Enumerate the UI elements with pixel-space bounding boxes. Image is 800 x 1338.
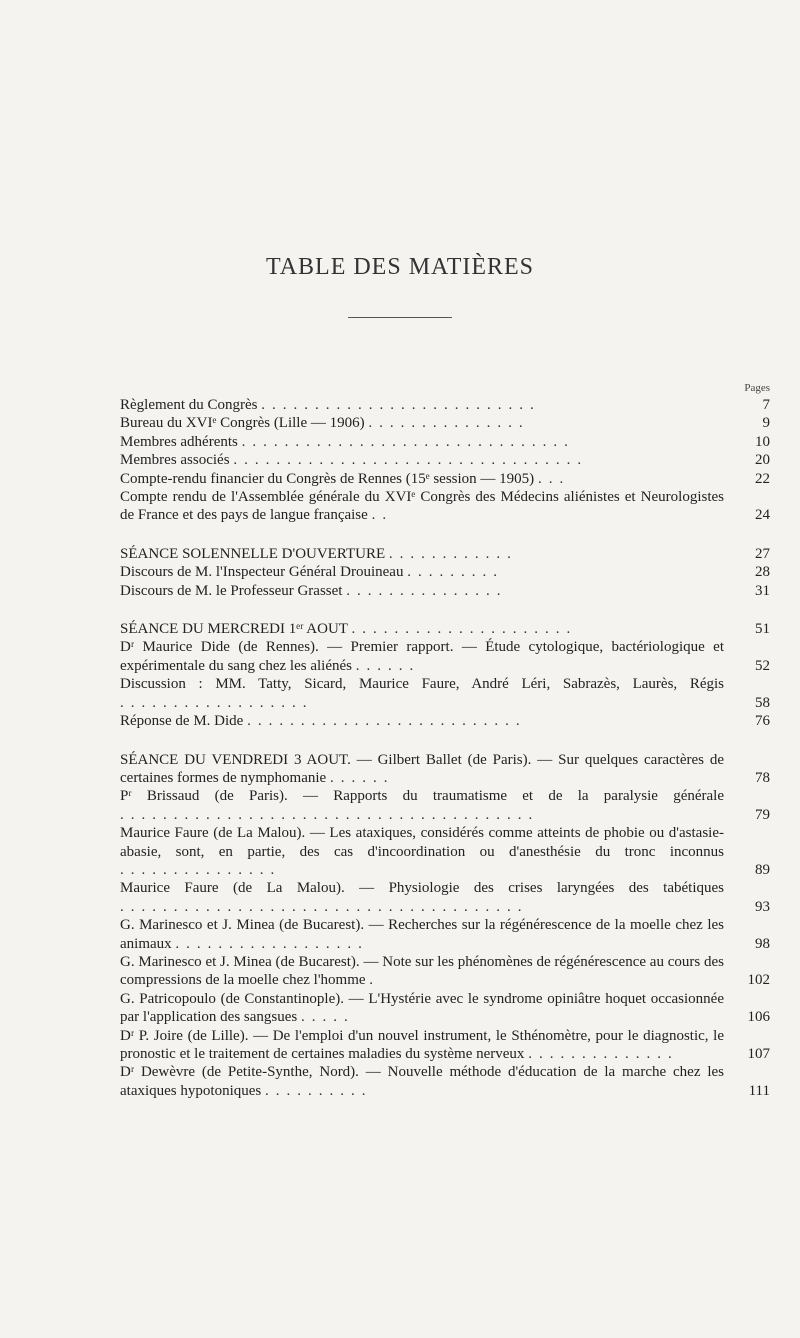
leader-dots: .......................... [261, 397, 541, 413]
toc-section-heading [120, 545, 770, 563]
leader-dots: ...................................... [120, 898, 529, 915]
toc-entry [120, 675, 770, 712]
toc-entry [120, 787, 770, 824]
pages-column-label: Pages [744, 382, 770, 394]
toc-entry [120, 488, 770, 525]
leader-dots: ............................... [241, 433, 575, 450]
leader-dots: .......................... [247, 713, 527, 730]
toc-entry-page: 79 [755, 806, 770, 823]
toc-entry [120, 451, 770, 469]
leader-dots: ..................... [351, 621, 578, 638]
toc-entry-page: 76 [755, 713, 770, 730]
toc-entry-page: 52 [755, 657, 770, 674]
toc-entry [120, 433, 770, 451]
toc-entry-text: Réponse de M. Dide [120, 713, 244, 730]
leader-dots: ............ [388, 545, 518, 562]
toc-entry-text: Maurice Faure (de La Malou). — Physiologie des crises laryngées des tabétiques [120, 880, 724, 897]
toc-entry-page: 9 [762, 415, 770, 432]
leader-dots: ...... [355, 657, 421, 674]
toc-entry-text: G. Marinesco et J. Minea (de Bucarest). — Note sur les phénomènes de régénérescence au cours des compressions de la moelle chez l'homme [120, 953, 724, 989]
leader-dots: ...... [329, 769, 395, 786]
table-of-contents [120, 396, 770, 1100]
toc-entry-text: Discussion : MM. Tatty, Sicard, Maurice Faure, André Léri, Sabrazès, Laurès, Régis [120, 676, 724, 693]
toc-entry-text: Membres associés [120, 452, 230, 469]
leader-dots: ............... [346, 582, 508, 599]
page-title: TABLE DES MATIÈRES [265, 254, 535, 280]
toc-entry-text: Membres adhérents [120, 433, 238, 450]
toc-entry-page: 20 [755, 452, 770, 469]
leader-dots: .................. [175, 935, 369, 952]
toc-entry-text: Discours de M. le Professeur Grasset [120, 582, 343, 599]
leader-dots: .......... [264, 1082, 373, 1099]
toc-entry [120, 638, 770, 675]
toc-entry-page: 106 [747, 1009, 770, 1026]
toc-entry [120, 470, 770, 488]
leader-dots: .................. [120, 694, 314, 711]
toc-entry-page: 107 [747, 1046, 770, 1062]
toc-entry [120, 712, 770, 730]
leader-dots: ... [537, 470, 571, 487]
toc-entry-page: 111 [748, 1082, 770, 1099]
toc-entry-page: 27 [755, 545, 770, 562]
toc-entry-text: SÉANCE SOLENNELLE D'OUVERTURE [120, 545, 386, 562]
toc-entry [120, 824, 770, 879]
toc-entry-page: 7 [762, 397, 770, 413]
leader-dots: .............. [528, 1046, 679, 1062]
toc-entry-text: Dʳ Dewèvre (de Petite-Synthe, Nord). — Nouvelle méthode d'éducation de la marche chez les ataxiques hypotoniques [120, 1064, 724, 1099]
toc-entry [120, 990, 770, 1027]
toc-entry-text: G. Marinesco et J. Minea (de Bucarest). — Recherches sur la régénérescence de la moelle chez les animaux [120, 917, 724, 952]
toc-entry-page: 28 [755, 564, 770, 581]
toc-entry-text: Maurice Faure (de La Malou). — Les ataxiques, considérés comme atteints de phobie ou d'astasie-abasie, sont, en partie, des cas d'incoordination ou d'anesthésie du tronc inconnus [120, 825, 724, 860]
toc-entry [120, 1027, 770, 1064]
toc-entry-page: 24 [755, 507, 770, 524]
toc-entry-page: 98 [755, 935, 770, 952]
toc-entry-page: 22 [755, 470, 770, 487]
toc-entry-page: 102 [747, 972, 770, 989]
leader-dots: . [369, 972, 381, 989]
toc-entry-page: 89 [755, 861, 770, 878]
leader-dots: .. [371, 507, 394, 524]
toc-entry [120, 953, 770, 990]
toc-entry-text: SÉANCE DU MERCREDI 1ᵉʳ AOUT [120, 621, 348, 638]
toc-entry [120, 563, 770, 581]
toc-section-heading [120, 620, 770, 638]
leader-dots: ..... [301, 1009, 355, 1026]
leader-dots: ................................. [233, 452, 589, 469]
toc-section-heading [120, 751, 770, 788]
leader-dots: ....................................... [120, 806, 540, 823]
toc-entry [120, 1063, 770, 1100]
toc-entry-text: Bureau du XVIᵉ Congrès (Lille — 1906) [120, 415, 365, 432]
toc-entry-text: G. Patricopoulo (de Constantinople). — L'Hystérie avec le syndrome opiniâtre hoquet occasionnée par l'application des sangsues [120, 990, 724, 1026]
toc-entry [120, 879, 770, 916]
toc-entry-text: Compte rendu de l'Assemblée générale du XVIᵉ Congrès des Médecins aliénistes et Neurologistes de France et des pays de langue française [120, 489, 724, 524]
toc-entry-page: 58 [755, 694, 770, 711]
leader-dots: ............... [368, 415, 530, 432]
toc-entry-page: 10 [755, 433, 770, 450]
leader-dots: ......... [407, 564, 504, 581]
toc-entry-text: Dʳ Maurice Dide (de Rennes). — Premier rapport. — Étude cytologique, bactériologique et expérimentale du sang chez les aliénés [120, 639, 724, 674]
toc-entry-text: Dʳ P. Joire (de Lille). — De l'emploi d'un nouvel instrument, le Sthénomètre, pour le diagnostic, le pronostic et le traitement de certaines maladies du système nerveux [120, 1027, 724, 1062]
toc-entry-page: 31 [755, 582, 770, 599]
toc-entry [120, 396, 770, 414]
toc-entry-text: Pʳ Brissaud (de Paris). — Rapports du traumatisme et de la paralysie générale [120, 788, 724, 805]
toc-entry-text: SÉANCE DU VENDREDI 3 AOUT. — Gilbert Ballet (de Paris). — Sur quelques caractères de certaines formes de nymphomanie [120, 751, 724, 786]
toc-entry-page: 51 [755, 621, 770, 638]
toc-entry [120, 916, 770, 953]
toc-entry [120, 414, 770, 432]
toc-entry [120, 582, 770, 600]
toc-entry-text: Compte-rendu financier du Congrès de Rennes (15ᵉ session — 1905) [120, 470, 535, 487]
toc-entry-page: 93 [755, 898, 770, 915]
title-divider [348, 317, 452, 318]
toc-entry-text: Règlement du Congrès [120, 397, 258, 413]
toc-entry-text: Discours de M. l'Inspecteur Général Drouineau [120, 564, 404, 581]
toc-entry-page: 78 [755, 769, 770, 786]
leader-dots: ............... [120, 861, 282, 878]
